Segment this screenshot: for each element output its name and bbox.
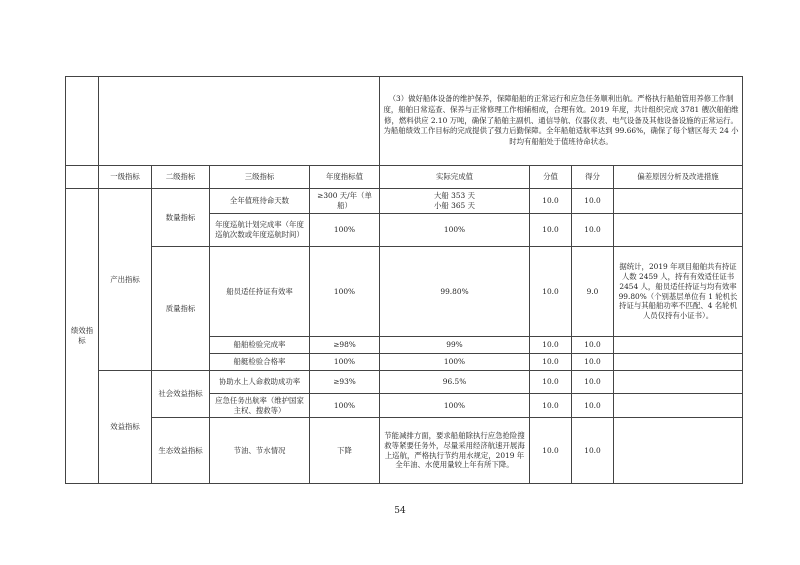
got-cell: 10.0 [572, 418, 614, 484]
table-row [66, 247, 743, 337]
got-cell: 10.0 [572, 214, 614, 247]
table-row [66, 371, 743, 394]
performance-table [65, 76, 743, 484]
indicator-cell: 节油、节水情况 [210, 418, 310, 484]
got-cell: 10.0 [572, 337, 614, 354]
actual-line: 小船 365 天 [434, 201, 475, 210]
target-cell: 100% [310, 214, 380, 247]
got-cell: 9.0 [572, 247, 614, 337]
actual-cell: 96.5% [380, 371, 530, 394]
note-cell [614, 394, 743, 418]
got-cell: 10.0 [572, 371, 614, 394]
actual-cell: 节能减排方面，要求船舶除执行应急抢险搜救等紧要任务外，尽量采用经济航速开展海上巡航，严格执行节约用水规定，2019 年全年油、水使用量较上年有所下降。 [380, 418, 530, 484]
table-header [66, 166, 743, 189]
target-cell: 100% [310, 247, 380, 337]
actual-cell: 99% [380, 337, 530, 354]
target-cell: 100% [310, 394, 380, 418]
score-cell: 10.0 [530, 247, 572, 337]
blank-cell [66, 77, 99, 166]
target-cell: 下降 [310, 418, 380, 484]
group-benefit: 效益指标 [99, 371, 152, 484]
note-cell [614, 189, 743, 214]
actual-cell [380, 189, 530, 214]
level1-label: 绩效指标 [66, 189, 99, 484]
top-notes: （3）做好船体设备的维护保养，保障船舶的正常运行和应急任务顺利出航。严格执行船舶管用养修工作制度，船舶日常巡查、保养与正常修理工作相辅相成，合理有效。2019 年度，共计组织完成 3781 艘次船舶维修，燃料供应 2.10 万吨，确保了船舶主副机、通信导航、仪器仪表、电气设备及其他设备设施的正常运行。为船舶绩效工作目标的完成提供了强力后勤保障。全年船舶适航率达到 99.66%，确保了每个辖区每天 24 小时均有船舶处于值班待命状态。 [380, 77, 743, 166]
indicator-cell: 协助水上人命救助成功率 [210, 371, 310, 394]
note-cell [614, 337, 743, 354]
header-level2: 二级指标 [152, 166, 210, 189]
note-cell: 据统计，2019 年项目船舶共有持证人数 2459 人，持有有效适任证书 2454 人，船员适任持证与均有效率 99.80%（个别基层单位有 1 轮机长持证与其船舶功率不匹配、4 名轮机人员仅持有小证书）。 [614, 247, 743, 337]
indicator-cell: 年度巡航计划完成率（年度巡航次数或年度巡航时间） [210, 214, 310, 247]
page-number: 54 [394, 506, 406, 516]
score-cell: 10.0 [530, 394, 572, 418]
actual-cell: 100% [380, 394, 530, 418]
note-cell [614, 214, 743, 247]
actual-cell: 100% [380, 214, 530, 247]
note-cell [614, 371, 743, 394]
header-notes: 偏差原因分析及改进措施 [614, 166, 743, 189]
actual-line: 大船 353 天 [434, 191, 475, 201]
table-row [66, 189, 743, 214]
indicator-cell: 全年值班待命天数 [210, 189, 310, 214]
blank-header [66, 166, 99, 189]
actual-cell: 100% [380, 354, 530, 371]
header-got: 得分 [572, 166, 614, 189]
target-cell: 100% [310, 354, 380, 371]
target-cell: ≥300 天/年（单船） [310, 189, 380, 214]
header-level3: 三级指标 [210, 166, 310, 189]
subgroup-eco: 生态效益指标 [152, 418, 210, 484]
table-row [66, 418, 743, 484]
group-output: 产出指标 [99, 189, 152, 371]
target-cell: ≥93% [310, 371, 380, 394]
got-cell: 10.0 [572, 394, 614, 418]
score-cell: 10.0 [530, 418, 572, 484]
indicator-cell: 船员适任持证有效率 [210, 247, 310, 337]
score-cell: 10.0 [530, 189, 572, 214]
score-cell: 10.0 [530, 214, 572, 247]
subgroup-quantity: 数量指标 [152, 189, 210, 247]
indicator-cell: 船艇检验合格率 [210, 354, 310, 371]
subgroup-quality: 质量指标 [152, 247, 210, 371]
note-cell [614, 354, 743, 371]
header-target: 年度指标值 [310, 166, 380, 189]
note-cell [614, 418, 743, 484]
score-cell: 10.0 [530, 337, 572, 354]
actual-cell: 99.80% [380, 247, 530, 337]
indicator-cell: 船舶检验完成率 [210, 337, 310, 354]
indicator-cell: 应急任务出航率（维护国家主权、搜救等） [210, 394, 310, 418]
target-cell: ≥98% [310, 337, 380, 354]
got-cell: 10.0 [572, 354, 614, 371]
got-cell: 10.0 [572, 189, 614, 214]
blank-cell [99, 77, 380, 166]
header-level1: 一级指标 [99, 166, 152, 189]
header-score: 分值 [530, 166, 572, 189]
subgroup-social: 社会效益指标 [152, 371, 210, 418]
score-cell: 10.0 [530, 354, 572, 371]
score-cell: 10.0 [530, 371, 572, 394]
header-actual: 实际完成值 [380, 166, 530, 189]
